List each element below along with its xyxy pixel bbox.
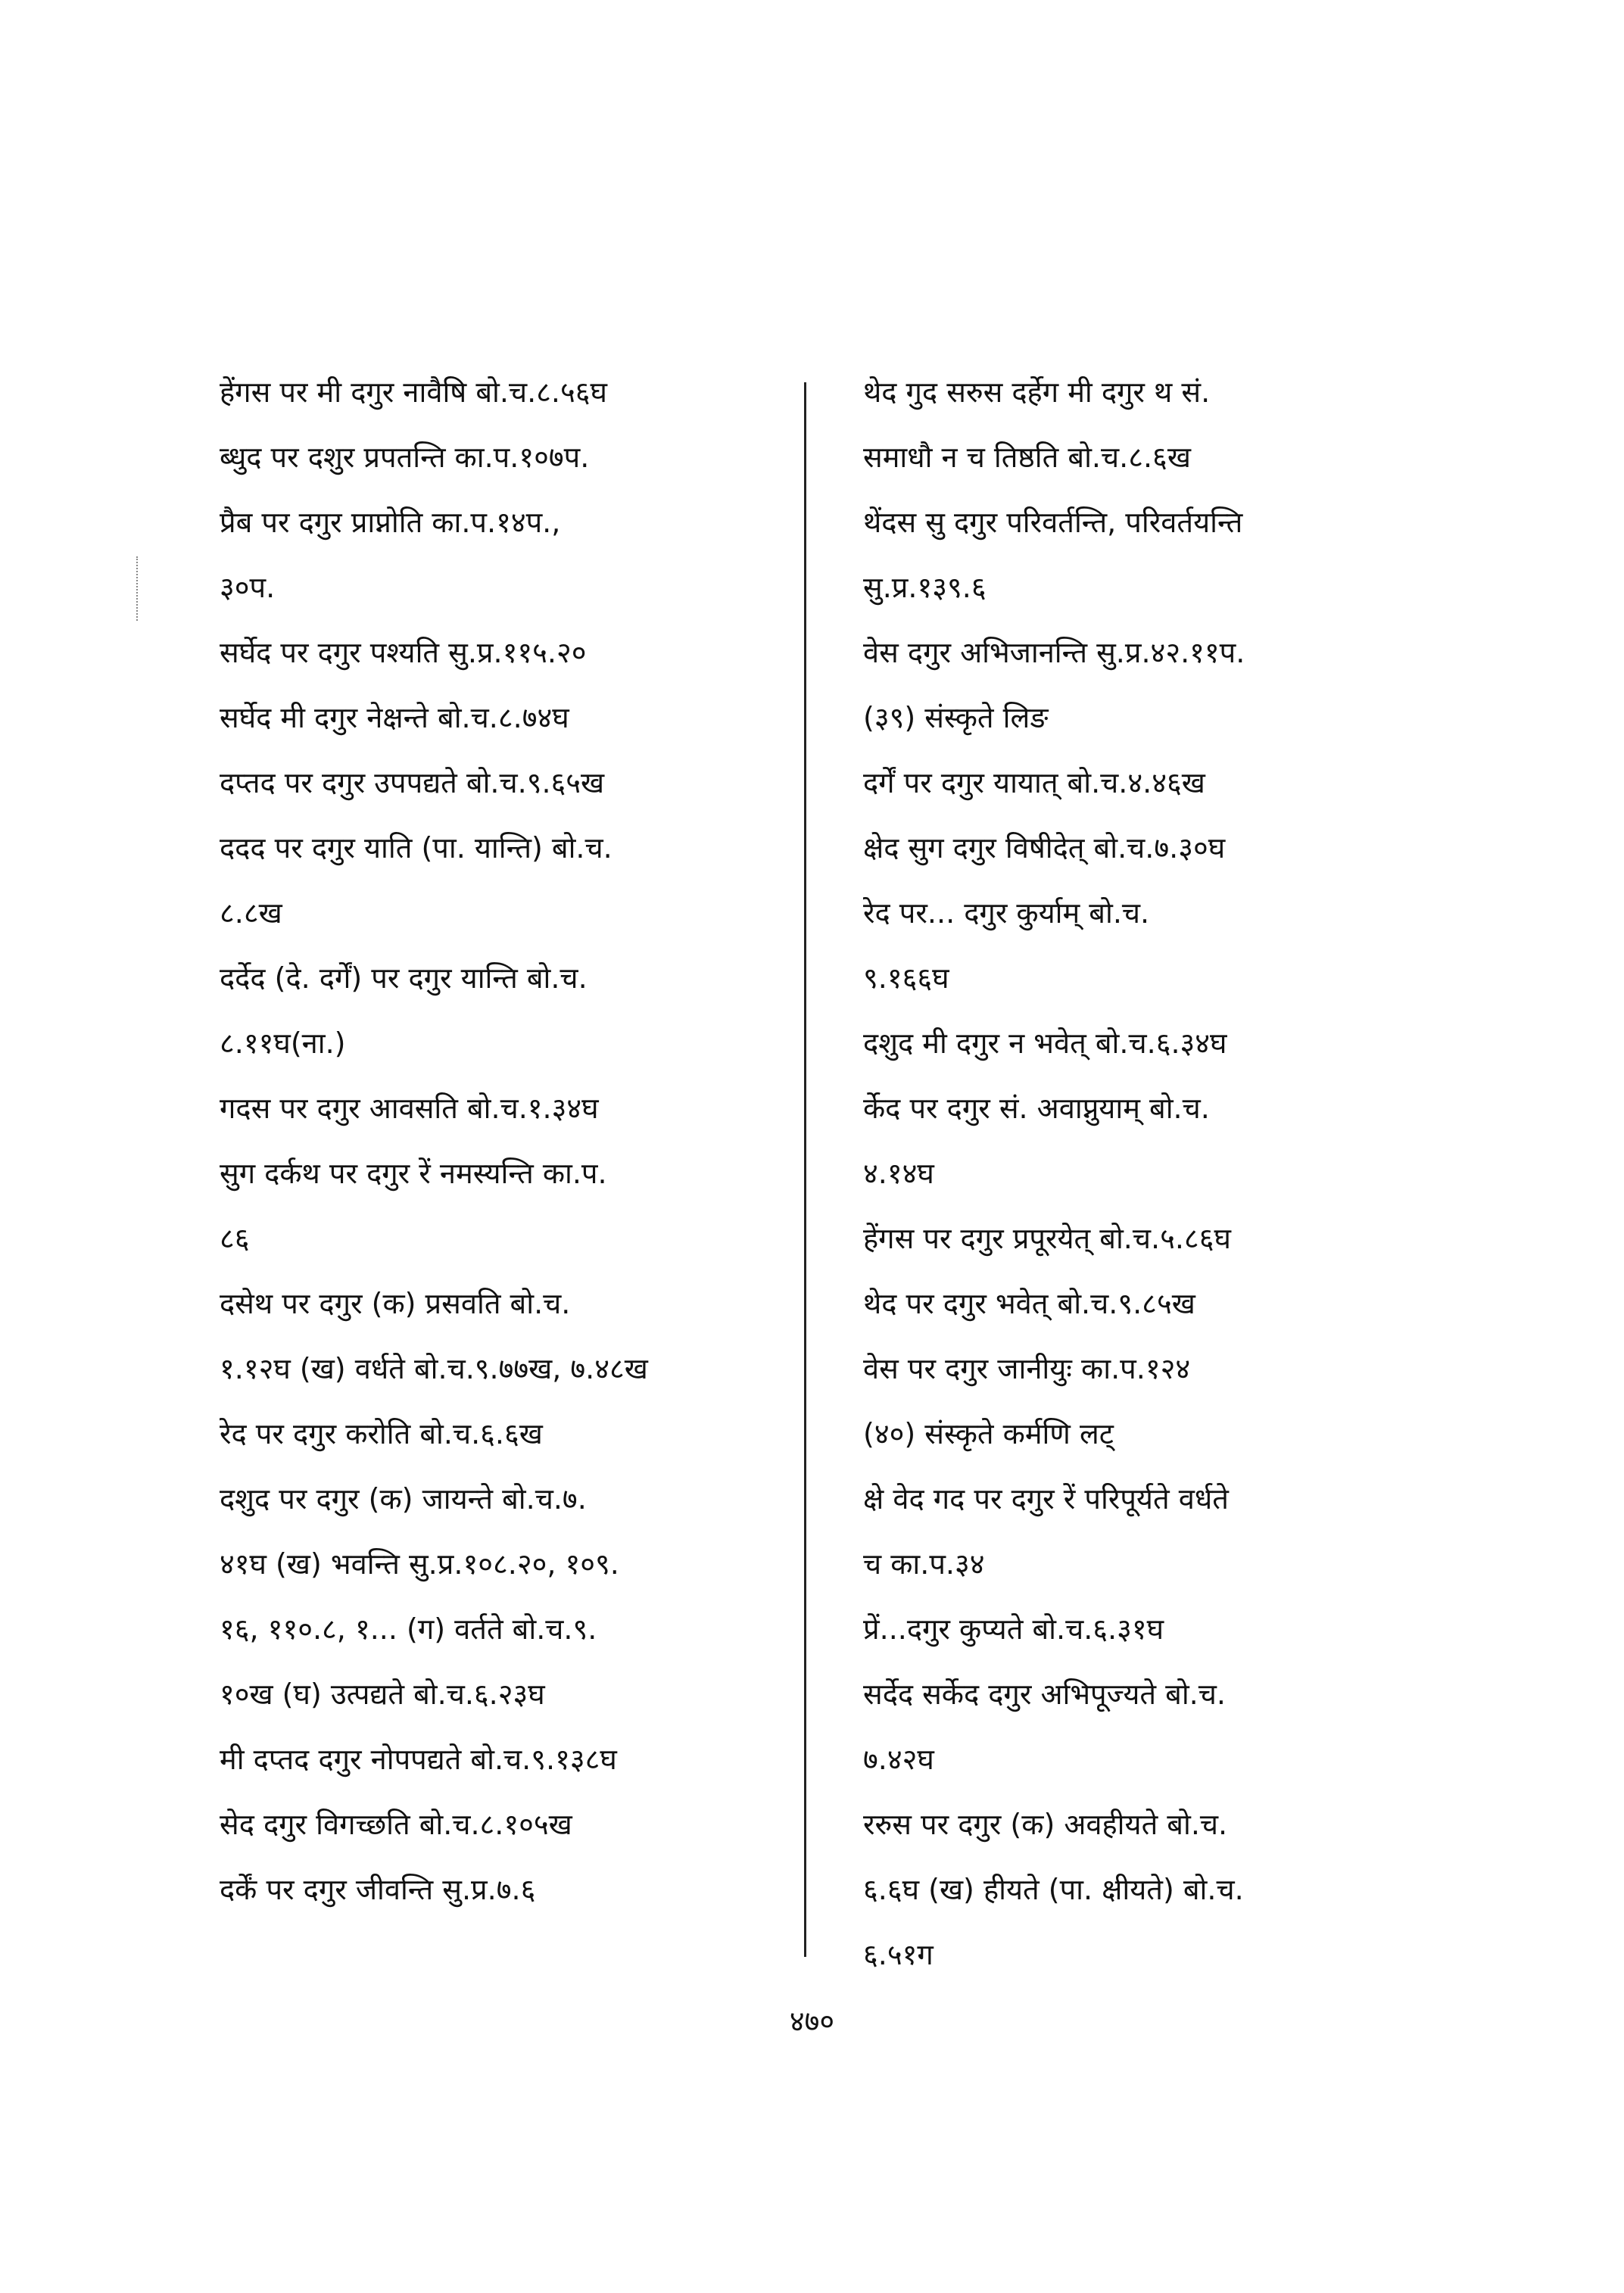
left-line: १०ख (घ) उत्पद्यते बो.च.६.२३घ — [220, 1678, 545, 1711]
right-column — [863, 360, 1423, 1987]
right-line: र्केद पर दगुर सं. अवाप्नुयाम् बो.च. — [863, 1092, 1210, 1125]
left-line: १६, ११०.८, १... (ग) वर्तते बो.च.९. — [220, 1612, 597, 1646]
left-line: सुग दर्कथ पर दगुर रें नमस्यन्ति का.प. — [220, 1157, 607, 1190]
right-line: ७.४२घ — [863, 1743, 934, 1776]
left-line: ८६ — [220, 1222, 250, 1255]
right-line: वेस पर दगुर जानीयुः का.प.१२४ — [863, 1352, 1191, 1385]
right-line: दशुद मी दगुर न भवेत् बो.च.६.३४घ — [863, 1027, 1227, 1060]
left-line: ३०प. — [220, 571, 276, 604]
left-column — [220, 360, 795, 1922]
right-line: ४.१४घ — [863, 1157, 934, 1190]
left-line: ब्धुद पर दशुर प्रपतन्ति का.प.१०७प. — [220, 441, 590, 474]
page-number: ४७० — [789, 2005, 835, 2038]
left-line: सर्घेद मी दगुर नेक्षन्ते बो.च.८.७४घ — [220, 701, 569, 734]
left-line: प्रैब पर दगुर प्राप्नोति का.प.१४प., — [220, 506, 561, 539]
left-line: हेंगस पर मी दगुर नावैषि बो.च.८.५६घ — [220, 375, 607, 409]
left-line: ददद पर दगुर याति (पा. यान्ति) बो.च. — [220, 831, 613, 865]
right-line: थेद पर दगुर भवेत् बो.च.९.८५ख — [863, 1287, 1195, 1320]
right-line: सर्देद सर्केद दगुर अभिपूज्यते बो.च. — [863, 1678, 1226, 1711]
left-line: सर्घेद पर दगुर पश्यति सु.प्र.११५.२० — [220, 636, 587, 669]
left-line: ८.८ख — [220, 896, 282, 930]
right-line: ररुस पर दगुर (क) अवहीयते बो.च. — [863, 1808, 1228, 1841]
margin-mark — [136, 556, 139, 621]
right-line: (४०) संस्कृते कर्मणि लट् — [863, 1417, 1114, 1450]
left-line: ८.११घ(ना.) — [220, 1027, 346, 1060]
right-line: समाधौ न च तिष्ठति बो.च.८.६ख — [863, 441, 1191, 474]
right-line: वेस दगुर अभिजानन्ति सु.प्र.४२.११प. — [863, 636, 1245, 669]
left-line: दप्तद पर दगुर उपपद्यते बो.च.९.६५ख — [220, 766, 605, 799]
left-line: सेद दगुर विगच्छति बो.च.८.१०५ख — [220, 1808, 572, 1841]
right-line: क्षेद सुग दगुर विषीदेत् बो.च.७.३०घ — [863, 831, 1226, 865]
right-line: सु.प्र.१३९.६ — [863, 571, 987, 604]
left-line: दसेथ पर दगुर (क) प्रसवति बो.च. — [220, 1287, 571, 1320]
right-line: हेंगस पर दगुर प्रपूरयेत् बो.च.५.८६घ — [863, 1222, 1231, 1255]
left-line: दर्कें पर दगुर जीवन्ति सु.प्र.७.६ — [220, 1873, 536, 1906]
column-divider — [804, 382, 806, 1957]
right-line: प्रें...दगुर कुप्यते बो.च.६.३१घ — [863, 1612, 1164, 1646]
left-line: दर्देद (दे. दर्गें) पर दगुर यान्ति बो.च. — [220, 961, 588, 995]
left-line: गदस पर दगुर आवसति बो.च.१.३४घ — [220, 1092, 599, 1125]
right-line: ६.६घ (ख) हीयते (पा. क्षीयते) बो.च. — [863, 1873, 1244, 1906]
left-line: ४१घ (ख) भवन्ति सु.प्र.१०८.२०, १०९. — [220, 1547, 619, 1581]
right-line: रेद पर... दगुर कुर्याम् बो.च. — [863, 896, 1150, 930]
right-line: ६.५१ग — [863, 1938, 934, 1971]
left-line: रेद पर दगुर करोति बो.च.६.६ख — [220, 1417, 543, 1450]
left-line: १.१२घ (ख) वर्धते बो.च.९.७७ख, ७.४८ख — [220, 1352, 648, 1385]
right-line: थेंदस सु दगुर परिवर्तन्ति, परिवर्तयन्ति — [863, 506, 1243, 539]
left-line: दशुद पर दगुर (क) जायन्ते बो.च.७. — [220, 1482, 587, 1516]
right-line: थेद गुद सरुस दर्हेग मी दगुर थ सं. — [863, 375, 1211, 409]
right-line: दर्गें पर दगुर यायात् बो.च.४.४६ख — [863, 766, 1205, 799]
right-line: च का.प.३४ — [863, 1547, 985, 1581]
left-line: मी दप्तद दगुर नोपपद्यते बो.च.९.१३८घ — [220, 1743, 617, 1776]
right-line: (३९) संस्कृते लिङ — [863, 701, 1049, 734]
right-line: ९.१६६घ — [863, 961, 949, 995]
right-line: क्षे वेद गद पर दगुर रें परिपूर्यते वर्धते — [863, 1482, 1229, 1516]
